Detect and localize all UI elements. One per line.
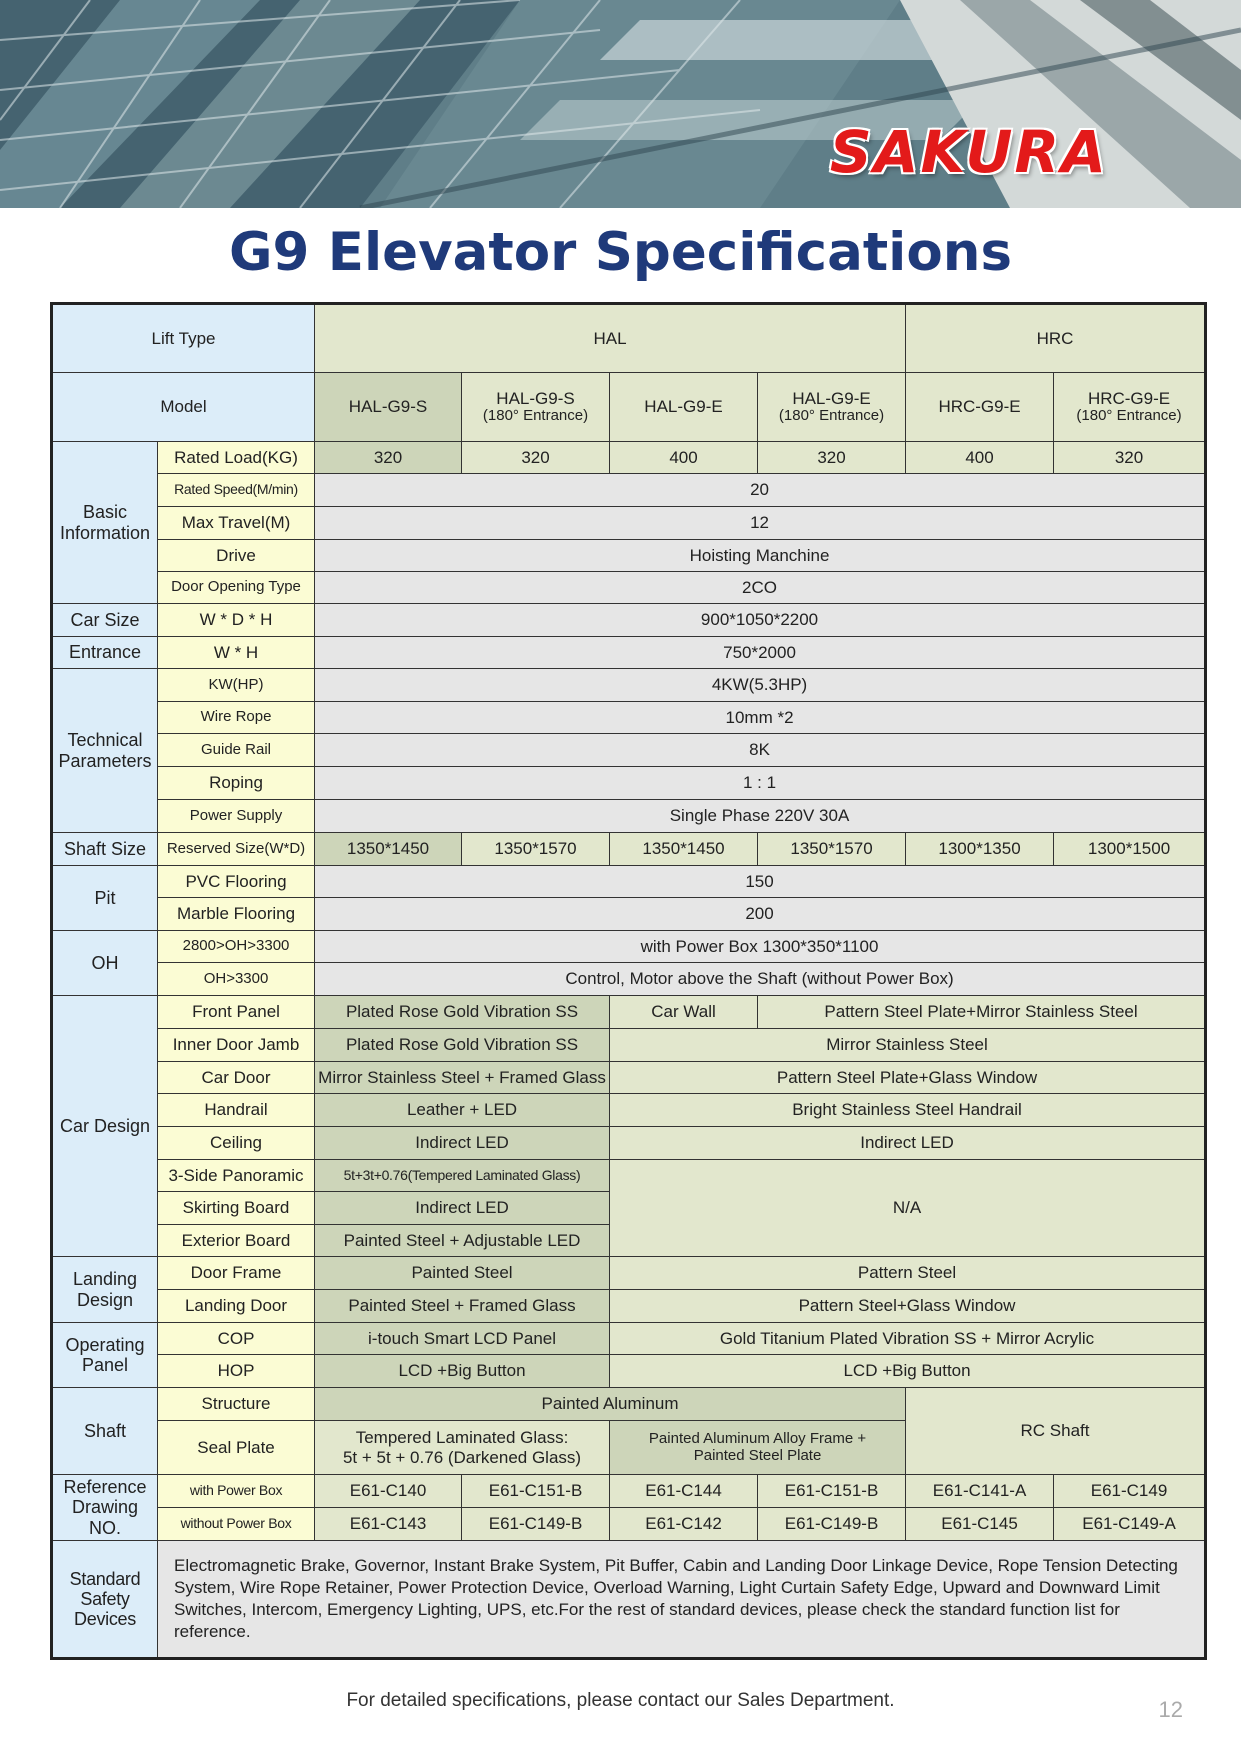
table-row xyxy=(52,1029,1206,1062)
group-basic-information: Basic Information xyxy=(52,442,158,604)
row-label: 3-Side Panoramic xyxy=(158,1160,315,1192)
value-cell: E61-C149-B xyxy=(758,1508,906,1541)
value-cell: E61-C151-B xyxy=(758,1475,906,1508)
value-cell: with Power Box 1300*350*1100 xyxy=(315,931,1206,963)
value-cell: 900*1050*2200 xyxy=(315,604,1206,637)
row-label: Drive xyxy=(158,540,315,572)
value-cell: Single Phase 220V 30A xyxy=(315,800,1206,833)
value-cell: 10mm *2 xyxy=(315,702,1206,734)
table-row xyxy=(52,474,1206,507)
group-entrance: Entrance xyxy=(52,637,158,669)
value-cell: 200 xyxy=(315,898,1206,931)
row-label: Seal Plate xyxy=(158,1421,315,1475)
table-row xyxy=(52,1290,1206,1323)
value-cell: 400 xyxy=(610,442,758,474)
model-label: Model xyxy=(52,373,315,442)
value-cell: 150 xyxy=(315,866,1206,898)
value-cell: Indirect LED xyxy=(610,1127,1206,1160)
table-row xyxy=(52,1257,1206,1290)
table-row xyxy=(52,507,1206,540)
value-cell: 1 : 1 xyxy=(315,767,1206,800)
value-cell: 1350*1570 xyxy=(462,833,610,866)
group-shaft-size: Shaft Size xyxy=(52,833,158,866)
model-cell: HAL-G9-S xyxy=(315,373,462,442)
value-cell: 320 xyxy=(1054,442,1206,474)
row-label: Exterior Board xyxy=(158,1225,315,1257)
value-cell: Gold Titanium Plated Vibration SS + Mirror Acrylic xyxy=(610,1323,1206,1355)
value-cell: Leather + LED xyxy=(315,1094,610,1127)
model-cell: HRC-G9-E xyxy=(906,373,1054,442)
lift-type-hrc: HRC xyxy=(906,304,1206,373)
value-cell: 1350*1450 xyxy=(315,833,462,866)
table-row xyxy=(52,866,1206,898)
value-cell: E61-C140 xyxy=(315,1475,462,1508)
row-label: OH>3300 xyxy=(158,963,315,996)
value-cell: Indirect LED xyxy=(315,1127,610,1160)
table-row xyxy=(52,996,1206,1029)
row-label: Power Supply xyxy=(158,800,315,833)
value-cell: Hoisting Manchine xyxy=(315,540,1206,572)
value-cell: E61-C144 xyxy=(610,1475,758,1508)
row-label: Door Opening Type xyxy=(158,572,315,604)
page-title: G9 Elevator Specifications xyxy=(228,222,1013,283)
value-cell: Pattern Steel xyxy=(610,1257,1206,1290)
value-cell: E61-C143 xyxy=(315,1508,462,1541)
table-row xyxy=(52,898,1206,931)
model-cell: HAL-G9-E xyxy=(610,373,758,442)
header-banner-image xyxy=(0,0,1241,208)
value-cell: 1350*1450 xyxy=(610,833,758,866)
value-cell: 4KW(5.3HP) xyxy=(315,669,1206,702)
value-cell: 750*2000 xyxy=(315,637,1206,669)
value-cell: N/A xyxy=(610,1160,1206,1257)
spec-table xyxy=(50,302,1207,1660)
value-cell: Pattern Steel+Glass Window xyxy=(610,1290,1206,1323)
value-cell: 320 xyxy=(315,442,462,474)
row-label: Roping xyxy=(158,767,315,800)
row-label: HOP xyxy=(158,1355,315,1388)
table-row xyxy=(52,931,1206,963)
value-cell: LCD +Big Button xyxy=(315,1355,610,1388)
group-shaft: Shaft xyxy=(52,1388,158,1475)
row-label: Marble Flooring xyxy=(158,898,315,931)
page-number: 12 xyxy=(1158,1697,1183,1722)
value-cell: Painted Steel + Adjustable LED xyxy=(315,1225,610,1257)
value-cell: Painted Aluminum xyxy=(315,1388,906,1421)
table-row xyxy=(52,1160,1206,1192)
row-label: Inner Door Jamb xyxy=(158,1029,315,1062)
row-label: Handrail xyxy=(158,1094,315,1127)
value-cell: 1300*1350 xyxy=(906,833,1054,866)
value-cell: Indirect LED xyxy=(315,1192,610,1225)
model-cell: HRC-G9-E (180° Entrance) xyxy=(1054,373,1206,442)
value-cell: Plated Rose Gold Vibration SS xyxy=(315,1029,610,1062)
table-row xyxy=(52,1508,1206,1541)
row-label: Car Door xyxy=(158,1062,315,1094)
value-cell: 2CO xyxy=(315,572,1206,604)
value-cell: Plated Rose Gold Vibration SS xyxy=(315,996,610,1029)
row-label: Rated Load(KG) xyxy=(158,442,315,474)
value-cell: Control, Motor above the Shaft (without Power Box) xyxy=(315,963,1206,996)
table-row xyxy=(52,373,1206,442)
value-cell: Pattern Steel Plate+Mirror Stainless Steel xyxy=(758,996,1206,1029)
row-label: Landing Door xyxy=(158,1290,315,1323)
row-label: Max Travel(M) xyxy=(158,507,315,540)
group-operating-panel: Operating Panel xyxy=(52,1323,158,1388)
table-row xyxy=(52,800,1206,833)
value-cell: Pattern Steel Plate+Glass Window xyxy=(610,1062,1206,1094)
value-cell: E61-C151-B xyxy=(462,1475,610,1508)
value-cell: 12 xyxy=(315,507,1206,540)
model-cell: HAL-G9-S (180° Entrance) xyxy=(462,373,610,442)
table-row xyxy=(52,702,1206,734)
value-cell: RC Shaft xyxy=(906,1388,1206,1475)
value-cell: E61-C141-A xyxy=(906,1475,1054,1508)
row-label: COP xyxy=(158,1323,315,1355)
value-cell: E61-C149 xyxy=(1054,1475,1206,1508)
value-cell: E61-C142 xyxy=(610,1508,758,1541)
table-row xyxy=(52,1323,1206,1355)
row-label: Skirting Board xyxy=(158,1192,315,1225)
table-row xyxy=(52,1388,1206,1421)
group-pit: Pit xyxy=(52,866,158,931)
row-label: Guide Rail xyxy=(158,734,315,767)
row-label: Wire Rope xyxy=(158,702,315,734)
row-label: Front Panel xyxy=(158,996,315,1029)
value-cell: Mirror Stainless Steel xyxy=(610,1029,1206,1062)
row-label: with Power Box xyxy=(158,1475,315,1508)
row-label: PVC Flooring xyxy=(158,866,315,898)
row-label: Structure xyxy=(158,1388,315,1421)
group-reference-drawing: Reference Drawing NO. xyxy=(52,1475,158,1541)
group-standard-safety-devices: Standard Safety Devices xyxy=(52,1541,158,1659)
table-row xyxy=(52,637,1206,669)
table-row xyxy=(52,1127,1206,1160)
group-oh: OH xyxy=(52,931,158,996)
row-label: Rated Speed(M/min) xyxy=(158,474,315,507)
value-cell: 1300*1500 xyxy=(1054,833,1206,866)
value-cell: i-touch Smart LCD Panel xyxy=(315,1323,610,1355)
row-label: W * H xyxy=(158,637,315,669)
value-cell: Painted Aluminum Alloy Frame + Painted Steel Plate xyxy=(610,1421,906,1475)
value-cell: E61-C145 xyxy=(906,1508,1054,1541)
value-cell: 320 xyxy=(462,442,610,474)
table-row xyxy=(52,304,1206,373)
table-row xyxy=(52,1355,1206,1388)
value-cell: 5t+3t+0.76(Tempered Laminated Glass) xyxy=(315,1160,610,1192)
value-cell: Tempered Laminated Glass: 5t + 5t + 0.76 (Darkened Glass) xyxy=(315,1421,610,1475)
row-label: 2800>OH>3300 xyxy=(158,931,315,963)
group-technical-parameters: Technical Parameters xyxy=(52,669,158,833)
table-row xyxy=(52,1475,1206,1508)
safety-devices-text: Electromagnetic Brake, Governor, Instant Brake System, Pit Buffer, Cabin and Landing Door Linkage Device, Rope Tension Detecting System, Wire Rope Retainer, Power Protection Device, Overload Warning, Light Curtain Safety Edge, Upward and Downward Limit Switches, Intercom, Emergency Lighting, UPS, etc.For the rest of standard devices, please check the standard function list for reference. xyxy=(158,1541,1206,1659)
table-row xyxy=(52,669,1206,702)
group-car-size: Car Size xyxy=(52,604,158,637)
row-label: without Power Box xyxy=(158,1508,315,1541)
table-row xyxy=(52,1094,1206,1127)
group-landing-design: Landing Design xyxy=(52,1257,158,1323)
value-cell: Painted Steel xyxy=(315,1257,610,1290)
table-row xyxy=(52,1541,1206,1659)
table-row xyxy=(52,833,1206,866)
brand-logo: SAKURA xyxy=(829,118,1108,186)
table-row xyxy=(52,1062,1206,1094)
value-cell: 320 xyxy=(758,442,906,474)
row-label: Ceiling xyxy=(158,1127,315,1160)
value-cell: Bright Stainless Steel Handrail xyxy=(610,1094,1206,1127)
value-cell: E61-C149-A xyxy=(1054,1508,1206,1541)
value-cell: 400 xyxy=(906,442,1054,474)
table-row xyxy=(52,540,1206,572)
model-cell: HAL-G9-E (180° Entrance) xyxy=(758,373,906,442)
lift-type-hal: HAL xyxy=(315,304,906,373)
row-label: W * D * H xyxy=(158,604,315,637)
table-row xyxy=(52,734,1206,767)
group-car-design: Car Design xyxy=(52,996,158,1257)
value-cell: 20 xyxy=(315,474,1206,507)
row-label: Door Frame xyxy=(158,1257,315,1290)
value-cell: E61-C149-B xyxy=(462,1508,610,1541)
table-row xyxy=(52,442,1206,474)
table-row xyxy=(52,572,1206,604)
value-cell: 8K xyxy=(315,734,1206,767)
table-row xyxy=(52,963,1206,996)
value-cell: Mirror Stainless Steel + Framed Glass xyxy=(315,1062,610,1094)
value-cell: LCD +Big Button xyxy=(610,1355,1206,1388)
footer-note: For detailed specifications, please contact our Sales Department. xyxy=(346,1690,895,1711)
value-cell: Car Wall xyxy=(610,996,758,1029)
row-label: Reserved Size(W*D) xyxy=(158,833,315,866)
table-row xyxy=(52,767,1206,800)
value-cell: Painted Steel + Framed Glass xyxy=(315,1290,610,1323)
row-label: KW(HP) xyxy=(158,669,315,702)
value-cell: 1350*1570 xyxy=(758,833,906,866)
table-row xyxy=(52,604,1206,637)
lift-type-label: Lift Type xyxy=(52,304,315,373)
